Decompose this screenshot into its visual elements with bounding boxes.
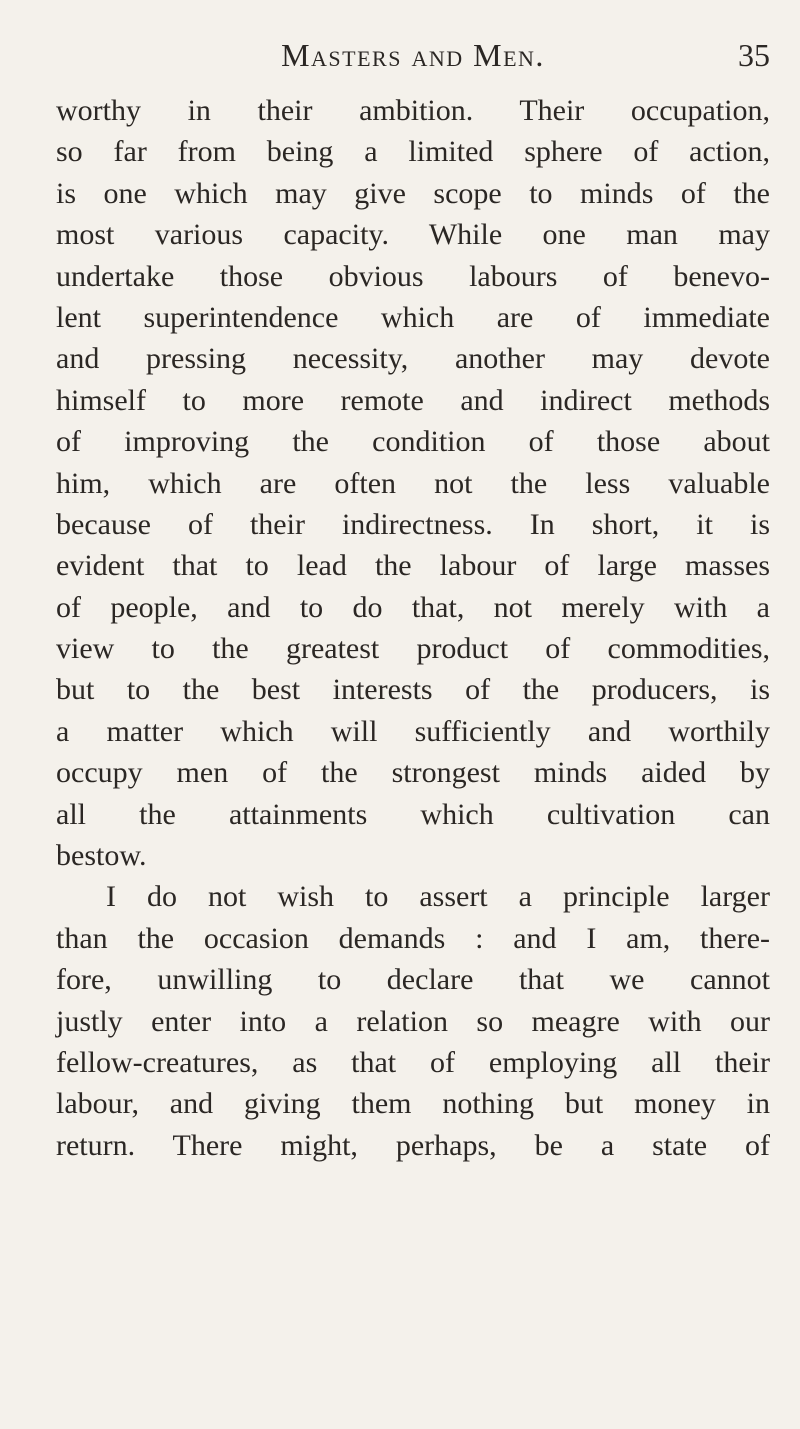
text-line: justly enter into a relation so meagre with our bbox=[56, 1004, 770, 1038]
text-line: fellow-creatures, as that of employing all their bbox=[56, 1045, 770, 1079]
text-line: undertake those obvious labours of benevo- bbox=[56, 259, 770, 293]
paragraph-2 bbox=[56, 876, 770, 1166]
text-line: bestow. bbox=[56, 839, 147, 873]
text-line: I do not wish to assert a principle larger bbox=[106, 880, 770, 914]
text-line: most various capacity. While one man may bbox=[56, 218, 770, 252]
text-line: than the occasion demands : and I am, there- bbox=[56, 921, 770, 955]
text-line: himself to more remote and indirect methods bbox=[56, 383, 770, 417]
paragraph-1 bbox=[56, 90, 770, 876]
text-line: so far from being a limited sphere of action, bbox=[56, 135, 770, 169]
text-line: all the attainments which cultivation can bbox=[56, 797, 770, 831]
text-line: because of their indirectness. In short, it is bbox=[56, 507, 770, 541]
running-head bbox=[56, 30, 770, 80]
text-line: of improving the condition of those about bbox=[56, 425, 770, 459]
text-line: a matter which will sufficiently and worthily bbox=[56, 714, 770, 748]
text-line: return. There might, perhaps, be a state of bbox=[56, 1128, 770, 1162]
text-line: and pressing necessity, another may devote bbox=[56, 342, 770, 376]
text-line: evident that to lead the labour of large masses bbox=[56, 549, 770, 583]
text-line: lent superintendence which are of immediate bbox=[56, 300, 770, 334]
text-line: fore, unwilling to declare that we cannot bbox=[56, 963, 770, 997]
text-line: him, which are often not the less valuable bbox=[56, 466, 770, 500]
text-line: of people, and to do that, not merely with a bbox=[56, 590, 770, 624]
text-line: worthy in their ambition. Their occupation, bbox=[56, 94, 770, 127]
text-line: labour, and giving them nothing but money in bbox=[56, 1087, 770, 1121]
text-line: view to the greatest product of commodities, bbox=[56, 632, 770, 666]
text-line: occupy men of the strongest minds aided by bbox=[56, 756, 770, 790]
text-line: but to the best interests of the producers, is bbox=[56, 673, 770, 707]
page-number: 35 bbox=[738, 37, 770, 73]
running-title: Masters and Men. bbox=[281, 37, 545, 73]
text-line: is one which may give scope to minds of the bbox=[56, 176, 770, 210]
body-text bbox=[56, 90, 770, 1166]
